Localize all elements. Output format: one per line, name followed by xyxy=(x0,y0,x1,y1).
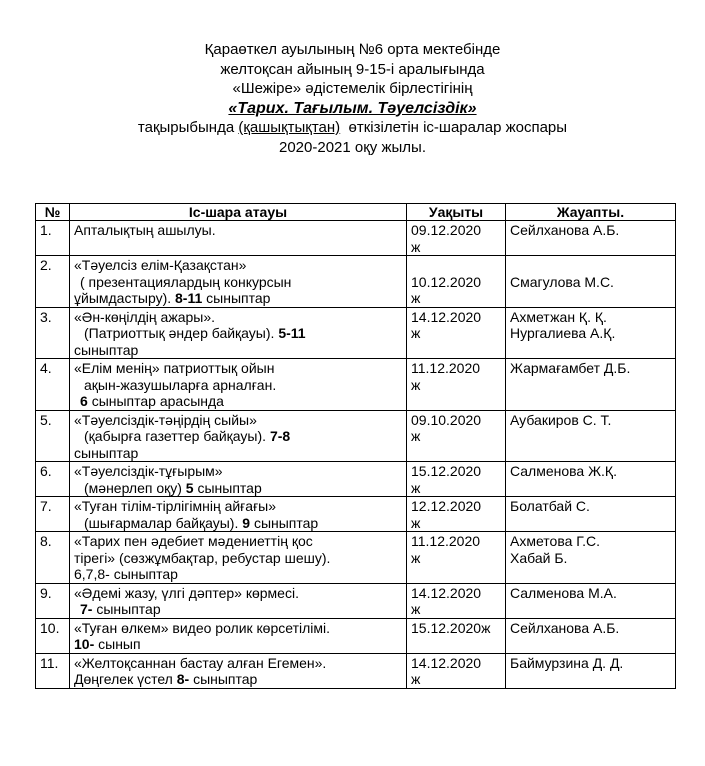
header-number: № xyxy=(36,204,70,221)
event-name-line xyxy=(74,550,402,567)
responsible-cell xyxy=(506,410,676,462)
heading-line-3: «Шежіре» әдістемелік бірлестігінің xyxy=(232,80,473,97)
event-name-text: (Патриоттық әндер байқауы). xyxy=(84,325,275,341)
event-date-line xyxy=(411,257,501,274)
event-date-cell xyxy=(407,583,506,618)
event-name-text: сыныптар xyxy=(253,514,319,531)
event-date-line: 15.12.2020 xyxy=(411,463,482,479)
responsible-name: Баймурзина Д. Д. xyxy=(510,654,624,671)
row-number: 10. xyxy=(36,618,70,653)
event-name-line xyxy=(74,274,402,291)
event-name-cell xyxy=(70,532,407,584)
event-name-text: сыныптар xyxy=(206,290,271,306)
row-number: 1. xyxy=(36,221,70,256)
event-date-cell xyxy=(407,653,506,688)
event-name-line xyxy=(74,290,402,307)
event-grade-bold: 7-8 xyxy=(269,428,291,444)
table-row xyxy=(36,221,676,256)
table-row xyxy=(36,359,676,411)
heading-line-5-underlined: (қашықтықтан) xyxy=(238,119,341,136)
event-name-line xyxy=(74,533,402,550)
event-name-line xyxy=(74,360,402,377)
row-number: 2. xyxy=(36,256,70,308)
event-name-line xyxy=(74,620,402,637)
event-date-line: 10.12.2020 xyxy=(411,273,482,290)
responsible-name: Хабай Б. xyxy=(510,549,568,566)
row-number: 9. xyxy=(36,583,70,618)
heading-topic: «Тарих. Тағылым. Тәуелсіздік» xyxy=(228,99,477,117)
event-name-line xyxy=(74,325,402,342)
table-row xyxy=(36,307,676,359)
event-name-text: (қабырға газеттер байқауы). xyxy=(84,428,267,444)
heading-line-5-start: тақырыбында xyxy=(137,119,235,136)
header-date: Уақыты xyxy=(407,204,506,221)
event-date-line: ж xyxy=(411,479,421,496)
event-grade-bold: 8-11 xyxy=(175,290,203,306)
heading-academic-year: 2020-2021 оқу жылы. xyxy=(279,138,426,156)
event-name-text: 6,7,8- сыныптар xyxy=(74,566,178,582)
responsible-cell xyxy=(506,653,676,688)
event-name-text: Дөңгелек үстел xyxy=(74,671,173,687)
table-row xyxy=(36,497,676,532)
event-name-text: тірегі» (сөзжұмбақтар, ребустар шешу). xyxy=(74,549,331,566)
event-grade-bold: 5 xyxy=(185,479,194,496)
event-name-text: «Тәуелсіздік-тәңірдің сыйы» xyxy=(74,411,257,428)
event-name-cell xyxy=(70,462,407,497)
responsible-cell xyxy=(506,221,676,256)
event-name-line xyxy=(74,342,402,359)
event-name-line xyxy=(74,515,402,532)
event-name-line xyxy=(74,585,402,602)
event-date-line: 14.12.2020 xyxy=(411,654,482,671)
event-grade-bold: 8- xyxy=(176,671,190,687)
event-name-cell xyxy=(70,359,407,411)
responsible-cell xyxy=(506,618,676,653)
event-name-text: «Туған өлкем» видео ролик көрсетілімі. xyxy=(74,619,330,636)
event-name-line xyxy=(74,655,402,672)
event-date-line: ж xyxy=(411,290,421,306)
row-number: 4. xyxy=(36,359,70,411)
event-date-line: ж xyxy=(411,514,421,531)
event-date-cell xyxy=(407,497,506,532)
event-name-text: «Ән-көңілдің ажары». xyxy=(74,308,215,325)
event-date-line: 11.12.2020 xyxy=(411,360,481,376)
event-name-line xyxy=(74,636,402,653)
row-number: 6. xyxy=(36,462,70,497)
heading-line-2: желтоқсан айының 9-15-і аралығында xyxy=(220,60,485,78)
event-name-cell xyxy=(70,583,407,618)
event-name-text: сыныптар xyxy=(74,341,139,358)
event-name-line xyxy=(74,428,402,445)
event-grade-bold: 10- xyxy=(74,636,95,652)
event-date-line: ж xyxy=(411,671,421,687)
event-name-line xyxy=(74,601,402,618)
events-table xyxy=(35,203,676,689)
event-name-line xyxy=(74,566,402,583)
event-name-cell xyxy=(70,410,407,462)
heading-line-1: Қараөткел ауылының №6 орта мектебінде xyxy=(204,41,501,58)
event-date-line: 12.12.2020 xyxy=(411,498,482,514)
table-row xyxy=(36,256,676,308)
responsible-name: Нургалиева А.Қ. xyxy=(510,325,616,341)
event-name-text: сыныптар xyxy=(74,444,139,461)
table-row xyxy=(36,410,676,462)
row-number: 5. xyxy=(36,410,70,462)
event-name-text: сынып xyxy=(98,636,141,652)
event-name-text: «Тәуелсіз елім-Қазақстан» xyxy=(74,257,247,273)
responsible-cell xyxy=(506,359,676,411)
event-date-cell xyxy=(407,221,506,256)
event-name-text: (шығармалар байқауы). xyxy=(84,514,239,531)
event-name-text: Апталықтың ашылуы. xyxy=(74,222,216,238)
event-name-cell xyxy=(70,307,407,359)
event-date-cell xyxy=(407,532,506,584)
event-name-text: «Желтоқсаннан бастау алған Егемен». xyxy=(74,654,327,671)
responsible-name: Ахметова Г.С. xyxy=(510,533,601,549)
responsible-name: Сейлханова А.Б. xyxy=(510,222,620,238)
event-name-line xyxy=(74,480,402,497)
event-name-cell xyxy=(70,256,407,308)
heading-line-5 xyxy=(0,118,705,138)
responsible-name: Салменова М.А. xyxy=(510,584,617,601)
event-name-line xyxy=(74,257,402,274)
event-name-cell xyxy=(70,618,407,653)
event-grade-bold: 7- xyxy=(80,601,93,617)
event-name-cell xyxy=(70,497,407,532)
event-date-line: 11.12.2020 xyxy=(411,533,481,549)
table-row xyxy=(36,653,676,688)
responsible-cell xyxy=(506,256,676,308)
header-event-name: Іс-шара атауы xyxy=(70,204,407,221)
event-name-text: «Елім менің» патриоттық ойын xyxy=(74,360,275,376)
responsible-cell xyxy=(506,462,676,497)
heading-line-5-end: өткізілетін іс-шаралар жоспары xyxy=(348,119,568,136)
event-name-text: сыныптар xyxy=(193,671,258,687)
table-row xyxy=(36,583,676,618)
event-date-line: ж xyxy=(411,428,421,444)
table-row xyxy=(36,532,676,584)
event-name-line xyxy=(74,393,402,410)
table-row xyxy=(36,462,676,497)
event-name-text: ( презентациялардың конкурсын xyxy=(80,273,292,290)
event-name-line xyxy=(74,222,402,239)
event-date-line: 15.12.2020ж xyxy=(411,619,491,636)
event-name-text: «Тәуелсіздік-тұғырым» xyxy=(74,463,223,479)
event-date-line: 14.12.2020 xyxy=(411,584,482,601)
event-date-cell xyxy=(407,307,506,359)
event-name-text: «Туған тілім-тірлігімнің айғағы» xyxy=(74,498,277,514)
responsible-cell xyxy=(506,307,676,359)
table-row xyxy=(36,618,676,653)
event-name-line xyxy=(74,412,402,429)
event-date-line: ж xyxy=(411,238,421,255)
table-body xyxy=(36,221,676,689)
event-date-line: 09.12.2020 xyxy=(411,222,482,238)
responsible-cell xyxy=(506,532,676,584)
event-date-cell xyxy=(407,410,506,462)
row-number: 3. xyxy=(36,307,70,359)
table-header-row xyxy=(36,204,676,221)
responsible-name: Салменова Ж.Қ. xyxy=(510,463,617,479)
event-date-line: ж xyxy=(411,376,421,393)
event-name-line xyxy=(74,377,402,394)
responsible-name: Аубакиров С. Т. xyxy=(510,411,612,428)
responsible-name: Сейлханова А.Б. xyxy=(510,619,620,636)
event-name-line xyxy=(74,498,402,515)
document-heading xyxy=(0,40,705,157)
event-grade-bold: 5-11 xyxy=(278,325,306,341)
event-date-line: ж xyxy=(411,549,421,566)
event-name-cell xyxy=(70,653,407,688)
event-date-cell xyxy=(407,256,506,308)
event-name-text: сыныптар xyxy=(96,601,161,617)
event-name-line xyxy=(74,463,402,480)
event-date-line: 14.12.2020 xyxy=(411,308,482,325)
event-name-text: «Тарих пен әдебиет мәдениеттің қос xyxy=(74,533,313,549)
event-name-line xyxy=(74,309,402,326)
event-date-cell xyxy=(407,359,506,411)
event-name-line xyxy=(74,671,402,688)
event-name-text: (мәнерлеп оқу) xyxy=(84,479,182,496)
row-number: 8. xyxy=(36,532,70,584)
event-date-cell xyxy=(407,618,506,653)
responsible-cell xyxy=(506,583,676,618)
event-name-text: сыныптар xyxy=(197,479,262,496)
event-name-text: ақын-жазушыларға арналған. xyxy=(84,376,277,393)
event-name-cell xyxy=(70,221,407,256)
event-name-text: сыныптар арасында xyxy=(91,393,224,409)
responsible-name: Ахметжан Қ. Қ. xyxy=(510,308,607,325)
event-grade-bold: 6 xyxy=(80,393,88,409)
row-number: 7. xyxy=(36,497,70,532)
header-responsible: Жауапты. xyxy=(506,204,676,221)
event-date-line: ж xyxy=(411,325,421,341)
event-name-line xyxy=(74,445,402,462)
event-name-text: ұйымдастыру). xyxy=(74,290,172,306)
responsible-name: Жармағамбет Д.Б. xyxy=(510,360,631,376)
responsible-cell xyxy=(506,497,676,532)
event-grade-bold: 9 xyxy=(242,514,251,531)
responsible-name xyxy=(510,257,671,274)
event-date-cell xyxy=(407,462,506,497)
responsible-name: Смагулова М.С. xyxy=(510,273,614,290)
event-name-text: «Әдемі жазу, үлгі дәптер» көрмесі. xyxy=(74,584,299,601)
event-date-line: ж xyxy=(411,601,421,617)
event-date-line: 09.10.2020 xyxy=(411,411,482,428)
responsible-name: Болатбай С. xyxy=(510,498,590,514)
row-number: 11. xyxy=(36,653,70,688)
